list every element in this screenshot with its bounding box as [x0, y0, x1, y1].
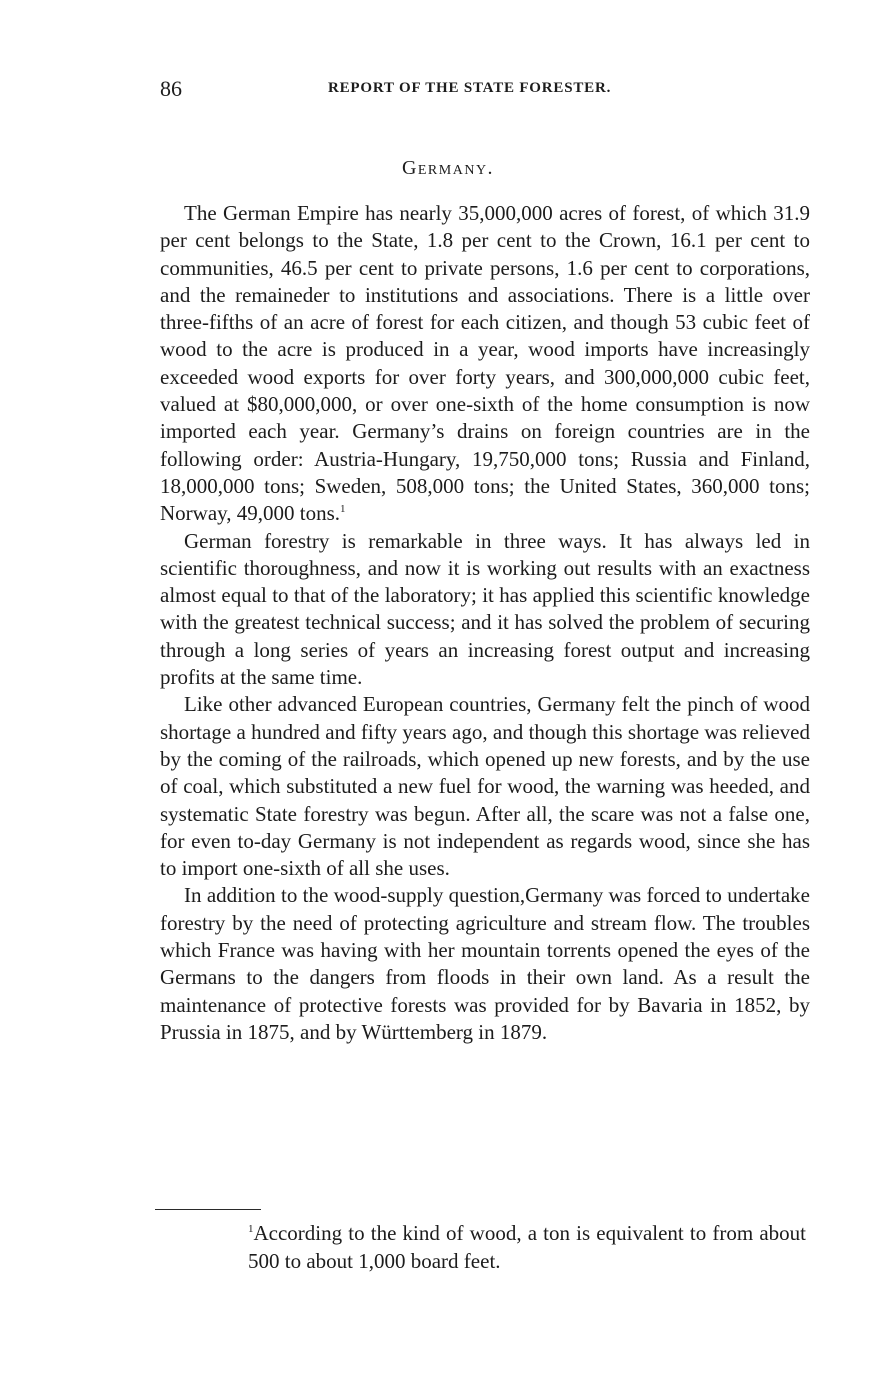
- section-title: Germany.: [401, 157, 495, 179]
- paragraph-text: The German Empire has nearly 35,000,000 acres of forest, of which 31.9 per cent belongs to the State, 1.8 per cent to the Crown, 16.1 per cent to communities, 46.5 per cent to private persons, 1.6 per cent to corporations, and the remaineder to institutions and associations. There is a little over three-fifths of an acre of forest for each citizen, and though 53 cubic feet of wood to the acre is produced in a year, wood imports have increasingly exceeded wood exports for over forty years, and 300,000,000 cubic feet, valued at $80,000,000, or over one-sixth of the home consumption is now imported each year. Germany’s drains on foreign countries are in the following order: Austria-Hungary, 19,750,000 tons; Russia and Finland, 18,000,000 tons; Sweden, 508,000 tons; the United States, 360,000 tons; Norway, 49,000 tons.: [160, 201, 810, 526]
- footnote-reference: 1: [340, 503, 346, 516]
- paragraph: In addition to the wood-supply question,Germany was forced to undertake forestry by the need of protecting agriculture and stream flow. The troubles which France was having with her mountain torrents opened the eyes of the Germans to the dangers from floods in their own land. As a result the maintenance of protective forests was provided for by Bavaria in 1852, by Prussia in 1875, and by Württemberg in 1879.: [160, 883, 810, 1044]
- running-title: REPORT OF THE STATE FORESTER.: [328, 80, 612, 96]
- body-text: [160, 200, 810, 1046]
- footnote-divider: [155, 1209, 261, 1210]
- page-number: 86: [160, 76, 182, 101]
- footnote: [248, 1219, 806, 1275]
- footnote-text: According to the kind of wood, a ton is equivalent to from about 500 to about 1,000 board feet.: [248, 1221, 806, 1273]
- paragraph: German forestry is remarkable in three ways. It has always led in scientific thoroughness, and now it is working out results with an exactness almost equal to that of the laboratory; it has applied this scientific knowledge with the greatest technical success; and it has solved the problem of securing through a long series of years an increasing forest output and increasing profits at the same time.: [160, 528, 810, 690]
- footnote-marker: 1: [248, 1223, 254, 1235]
- paragraph: [160, 200, 810, 528]
- paragraph: Like other advanced European countries, Germany felt the pinch of wood shortage a hundred and fifty years ago, and though this shortage was relieved by the coming of the railroads, which opened up new forests, and by the use of coal, which substituted a new fuel for wood, the warning was heeded, and systematic State forestry was begun. After all, the scare was not a false one, for even to-day Germany is not independent as regards wood, since she has to import one-sixth of all she uses.: [160, 692, 810, 881]
